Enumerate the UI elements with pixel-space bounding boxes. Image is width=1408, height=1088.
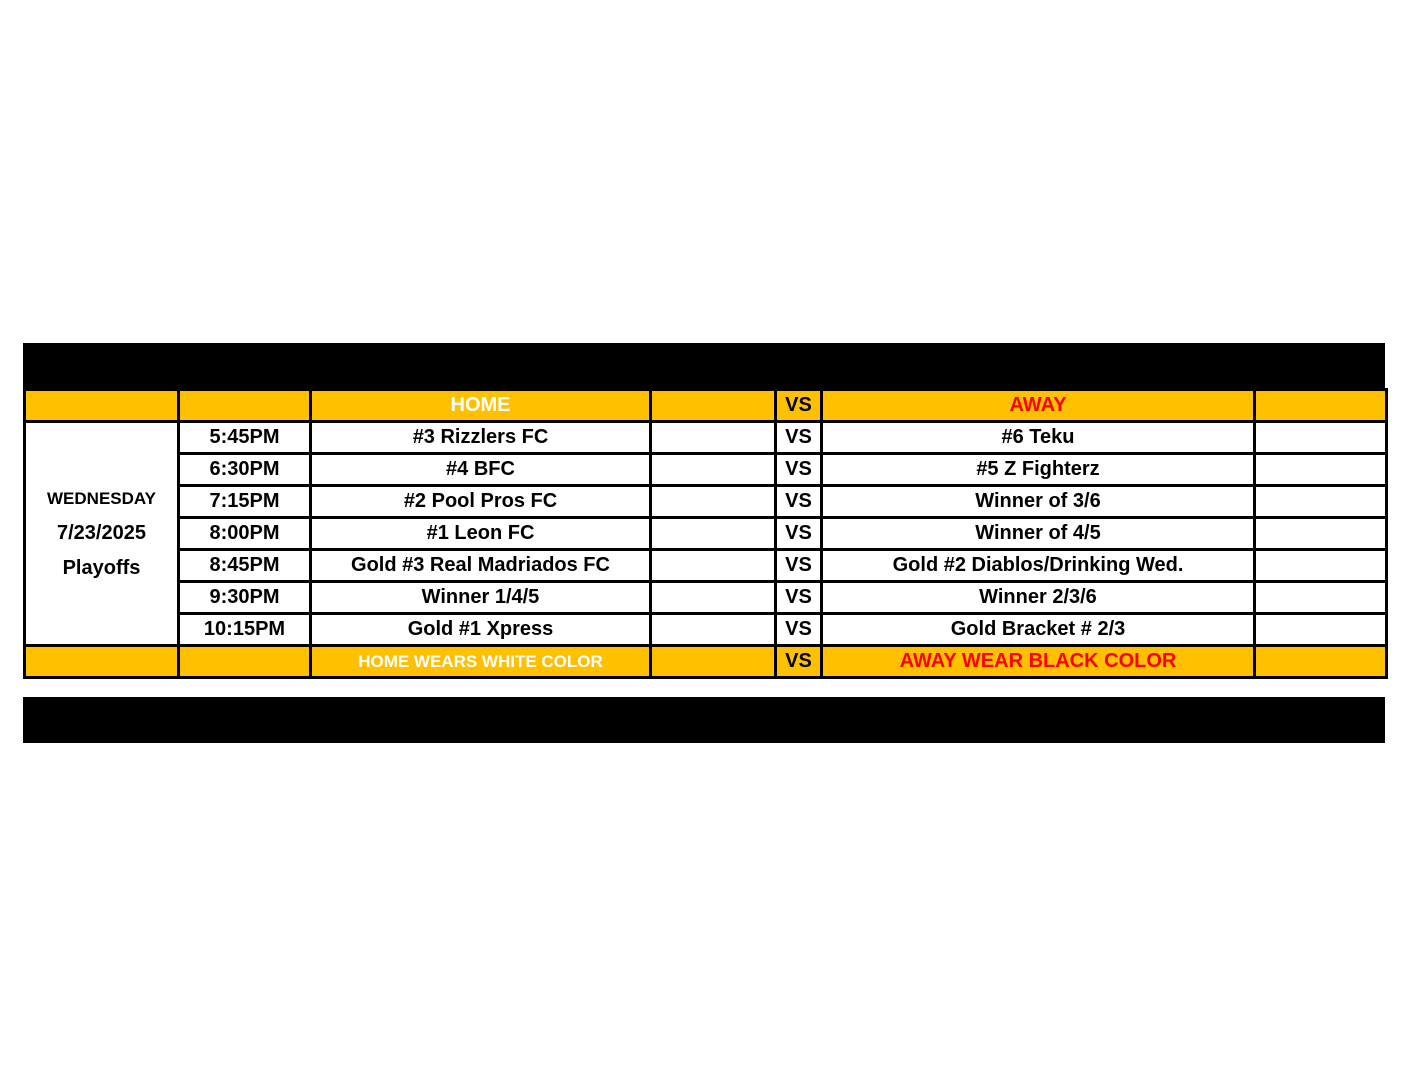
footer-blank-home-extra [651, 646, 776, 678]
vs-header: VS [776, 390, 822, 422]
vs-cell: VS [776, 582, 822, 614]
event-label: Playoffs [62, 556, 141, 579]
game-row [25, 422, 1387, 454]
game-time: 10:15PM [179, 614, 311, 646]
game-time: 9:30PM [179, 582, 311, 614]
vs-cell: VS [776, 518, 822, 550]
schedule-table [23, 388, 1388, 679]
vs-cell: VS [776, 422, 822, 454]
header-blank-away-extra [1255, 390, 1387, 422]
day-info-cell [25, 422, 179, 646]
footer-blank-day [25, 646, 179, 678]
footer-row [25, 646, 1387, 678]
game-row [25, 518, 1387, 550]
away-team: Gold #2 Diablos/Drinking Wed. [822, 550, 1255, 582]
home-team: #1 Leon FC [311, 518, 651, 550]
home-team: #3 Rizzlers FC [311, 422, 651, 454]
away-header: AWAY [822, 390, 1255, 422]
vs-cell: VS [776, 614, 822, 646]
vs-cell: VS [776, 454, 822, 486]
away-team: Winner of 4/5 [822, 518, 1255, 550]
home-color-note: HOME WEARS WHITE COLOR [311, 646, 651, 678]
bottom-black-bar [23, 697, 1385, 743]
home-header: HOME [311, 390, 651, 422]
vs-footer: VS [776, 646, 822, 678]
away-team: Gold Bracket # 2/3 [822, 614, 1255, 646]
away-team: Winner of 3/6 [822, 486, 1255, 518]
footer-blank-time [179, 646, 311, 678]
home-extra-cell [651, 550, 776, 582]
away-extra-cell [1255, 518, 1387, 550]
game-row [25, 582, 1387, 614]
home-team: #2 Pool Pros FC [311, 486, 651, 518]
home-extra-cell [651, 454, 776, 486]
day-label: WEDNESDAY [47, 488, 156, 508]
away-extra-cell [1255, 614, 1387, 646]
vs-cell: VS [776, 550, 822, 582]
game-time: 8:00PM [179, 518, 311, 550]
home-extra-cell [651, 518, 776, 550]
top-black-bar [23, 343, 1385, 388]
home-extra-cell [651, 486, 776, 518]
home-extra-cell [651, 614, 776, 646]
date-label: 7/23/2025 [57, 522, 146, 545]
away-extra-cell [1255, 582, 1387, 614]
game-row [25, 550, 1387, 582]
game-row [25, 614, 1387, 646]
schedule-sheet [23, 343, 1385, 743]
game-time: 8:45PM [179, 550, 311, 582]
game-time: 7:15PM [179, 486, 311, 518]
home-extra-cell [651, 422, 776, 454]
home-team: #4 BFC [311, 454, 651, 486]
away-extra-cell [1255, 422, 1387, 454]
away-extra-cell [1255, 454, 1387, 486]
home-team: Winner 1/4/5 [311, 582, 651, 614]
away-team: #6 Teku [822, 422, 1255, 454]
game-row [25, 454, 1387, 486]
away-extra-cell [1255, 486, 1387, 518]
header-blank-time [179, 390, 311, 422]
home-extra-cell [651, 582, 776, 614]
home-team: Gold #1 Xpress [311, 614, 651, 646]
away-color-note: AWAY WEAR BLACK COLOR [822, 646, 1255, 678]
away-team: Winner 2/3/6 [822, 582, 1255, 614]
away-extra-cell [1255, 550, 1387, 582]
footer-blank-away-extra [1255, 646, 1387, 678]
header-blank-day [25, 390, 179, 422]
away-team: #5 Z Fighterz [822, 454, 1255, 486]
vs-cell: VS [776, 486, 822, 518]
game-row [25, 486, 1387, 518]
home-team: Gold #3 Real Madriados FC [311, 550, 651, 582]
header-row [25, 390, 1387, 422]
game-time: 6:30PM [179, 454, 311, 486]
game-time: 5:45PM [179, 422, 311, 454]
header-blank-home-extra [651, 390, 776, 422]
